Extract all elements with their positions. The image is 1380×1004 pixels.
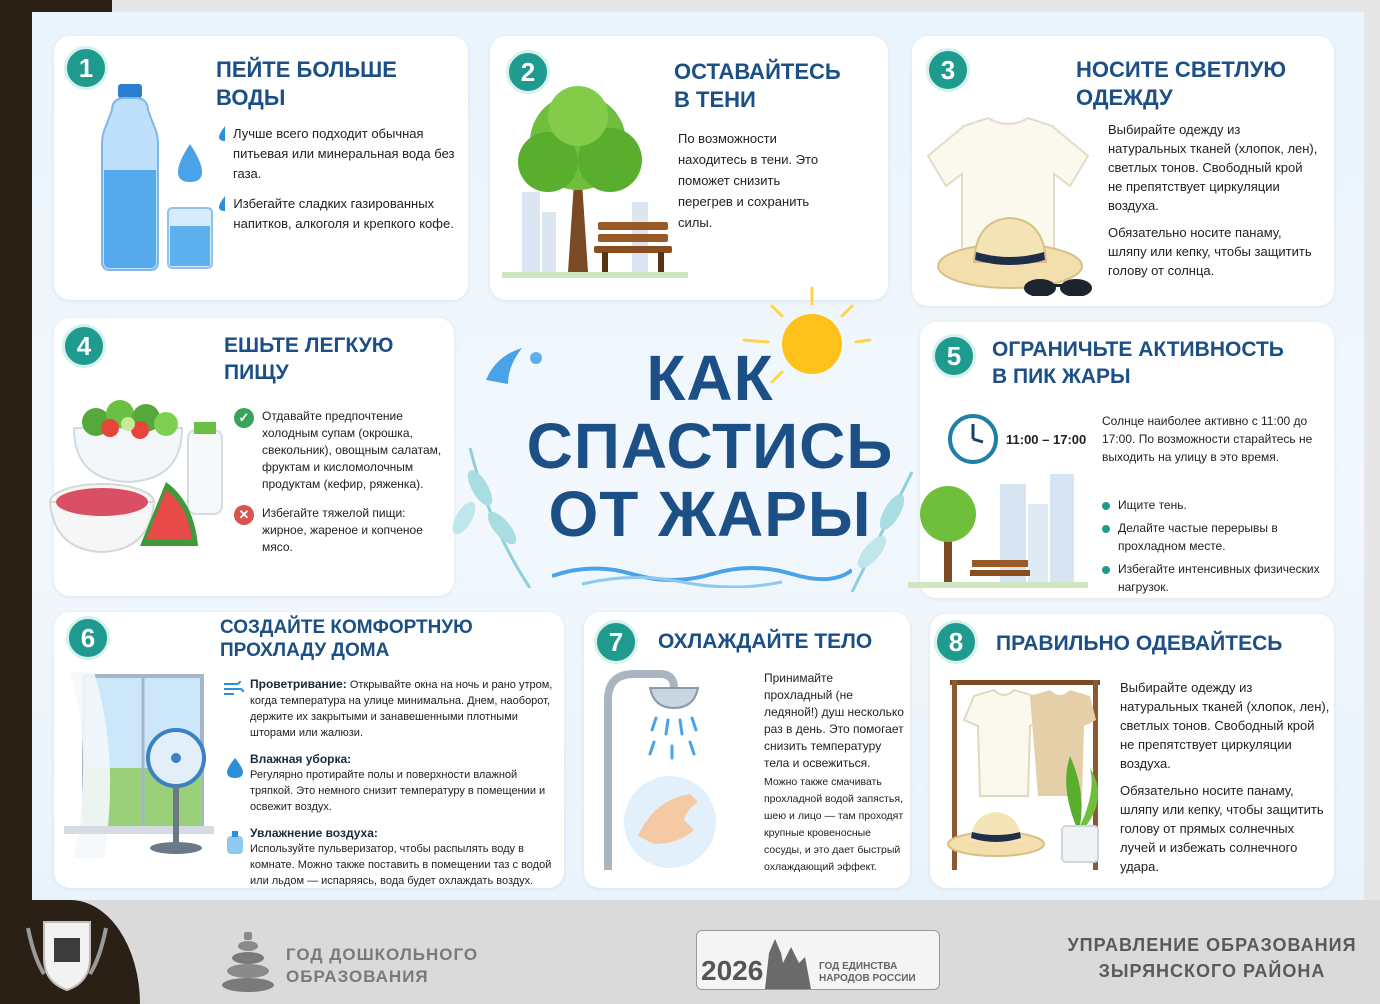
tip-body: Используйте пульверизатор, чтобы распылять воду в комнате. Можно также поставить в помещении таз с водой или льдом — испаряясь, вода будет охлаждать воздух. (250, 843, 552, 887)
city-park-icon (908, 464, 1088, 592)
card-points (1102, 496, 1326, 596)
time-range: 11:00 – 17:00 (1006, 432, 1087, 447)
card-title: ПЕЙТЕ БОЛЬШЕ ВОДЫ (216, 57, 397, 110)
infographic-poster (32, 12, 1364, 900)
card-title: ОСТАВАЙТЕСЬ В ТЕНИ (674, 59, 841, 112)
unity-year-number: 2026 (701, 955, 764, 986)
card-title: ОГРАНИЧЬТЕ АКТИВНОСТЬ В ПИК ЖАРЫ (992, 338, 1284, 388)
card-text-1: Принимайте прохладный (не ледяной!) душ несколько раз в день. Это помогает снизить температуру тела и освежиться. (764, 671, 904, 770)
water-drop-icon (218, 124, 225, 142)
card-number: 2 (506, 50, 550, 94)
card-text: По возможности находитесь в тени. Это поможет снизить перегрев и сохранить силы. (678, 131, 819, 230)
tip-body: Регулярно протирайте полы и поверхности влажной тряпкой. Это немного снизит температуру в помещении и освежит воздух. (250, 769, 546, 813)
clothes-rack-icon (940, 676, 1110, 876)
unity-year-logo (696, 930, 940, 990)
check-icon: ✓ (234, 408, 254, 428)
tip-wet-cleaning (250, 751, 556, 815)
card-limit-activity (920, 322, 1334, 598)
wind-icon (222, 678, 244, 698)
card-text-2: Можно также смачивать прохладной водой запястья, шею и лицо — там проходят крупные кровеносные сосуды, и это дает быстрый охлаждающий эффект. (764, 776, 904, 873)
card-cool-body (584, 612, 910, 888)
dont-text: Избегайте тяжелой пищи: жирное, жареное и копченое мясо. (262, 506, 423, 554)
card-light-clothes (912, 36, 1334, 306)
card-number: 6 (66, 616, 110, 660)
card-stay-in-shade (490, 36, 888, 300)
card-points (218, 124, 458, 244)
card-do-dont (234, 408, 444, 566)
bullet-dot (1102, 525, 1110, 533)
unity-year-text: ГОД ЕДИНСТВА НАРОДОВ РОССИИ (819, 961, 916, 984)
main-title: КАК СПАСТИСЬ ОТ ЖАРЫ (526, 342, 894, 550)
card-number: 8 (934, 620, 978, 664)
tip-head: Влажная уборка: (250, 752, 352, 766)
paragraph: Обязательно носите панаму, шляпу или кепку, чтобы защитить голову от прямых солнечных лучей и избежать солнечного удара. (1120, 783, 1324, 874)
water-drop-icon (226, 756, 244, 780)
tip-head: Увлажнение воздуха: (250, 826, 378, 840)
card-number: 3 (926, 48, 970, 92)
paragraph: Обязательно носите панаму, шляпу или кепку, чтобы защитить голову от солнца. (1108, 225, 1312, 278)
card-paragraphs (1108, 120, 1318, 280)
paragraph: Выбирайте одежду из натуральных тканей (хлопок, лен), светлых тонов. Свободный крой не препятствует циркуляции воздуха. (1108, 122, 1318, 213)
card-title: ОХЛАЖДАЙТЕ ТЕЛО (658, 630, 873, 653)
t-shirt-hat-icon (924, 116, 1094, 296)
card-number: 4 (62, 324, 106, 368)
tip-head: Проветривание: (250, 677, 347, 691)
tree-bench-icon (502, 72, 688, 292)
card-cool-home (54, 612, 564, 888)
card-title: НОСИТЕ СВЕТЛУЮ ОДЕЖДУ (1076, 57, 1287, 110)
card-dress-right (930, 614, 1334, 888)
tip-humidify (250, 825, 556, 889)
card-number: 7 (594, 620, 638, 664)
card-paragraphs (1120, 678, 1332, 876)
bullet-dot (1102, 566, 1110, 574)
point-text: Ищите тень. (1118, 498, 1187, 512)
leaves-decoration-icon (450, 438, 540, 588)
monument-icon (757, 933, 817, 989)
point-text: Лучше всего подходит обычная питьевая или минеральная вода без газа. (233, 126, 455, 181)
shower-hand-icon (594, 660, 724, 880)
preschool-year-logo-text: ГОД ДОШКОЛЬНОГО ОБРАЗОВАНИЯ (286, 945, 479, 986)
card-text: Солнце наиболее активно с 11:00 до 17:00. По возможности старайтесь не выходить на улицу в это время. (1102, 414, 1313, 464)
cross-icon: ✕ (234, 505, 254, 525)
bullet-dot (1102, 502, 1110, 510)
card-title: СОЗДАЙТЕ КОМФОРТНУЮ ПРОХЛАДУ ДОМА (220, 617, 473, 661)
region-coat-of-arms-icon (24, 918, 110, 994)
pyramid-toy-icon (220, 930, 276, 994)
tip-ventilation (250, 676, 556, 741)
point-text: Избегайте сладких газированных напитков, алкоголя и крепкого кофе. (233, 196, 454, 231)
humidifier-icon (224, 830, 246, 856)
tip-body: Открывайте окна на ночь и рано утром, когда температура на улице минимальна. Днем, наоборот, держите их закрытыми и занавешенными плотными шторами или жалюзи. (250, 679, 553, 739)
card-number: 5 (932, 334, 976, 378)
water-drop-icon (218, 194, 225, 212)
do-text: Отдавайте предпочтение холодным супам (окрошка, свекольник), овощным салатам, фруктам и кисломолочным продуктам (кефир, ряженка). (262, 409, 442, 491)
card-number: 1 (64, 46, 108, 90)
tips-list (250, 676, 556, 889)
water-wave-icon (552, 558, 852, 588)
card-light-food (54, 318, 454, 596)
point-text: Избегайте интенсивных физических нагрузок. (1118, 562, 1320, 594)
clock-icon (946, 412, 1000, 466)
paragraph: Выбирайте одежду из натуральных тканей (хлопок, лен), светлых тонов. Свободный крой не препятствует циркуляции воздуха. (1120, 680, 1330, 771)
salad-soup-watermelon-icon (48, 384, 226, 574)
card-title: ПРАВИЛЬНО ОДЕВАЙТЕСЬ (996, 632, 1283, 655)
organization-name: УПРАВЛЕНИЕ ОБРАЗОВАНИЯ ЗЫРЯНСКОГО РАЙОНА (1067, 935, 1357, 981)
point-text: Делайте частые перерывы в прохладном месте. (1118, 521, 1278, 553)
card-drink-water (54, 36, 468, 300)
window-fan-icon (64, 668, 224, 868)
card-title: ЕШЬТЕ ЛЕГКУЮ ПИЩУ (224, 334, 394, 384)
